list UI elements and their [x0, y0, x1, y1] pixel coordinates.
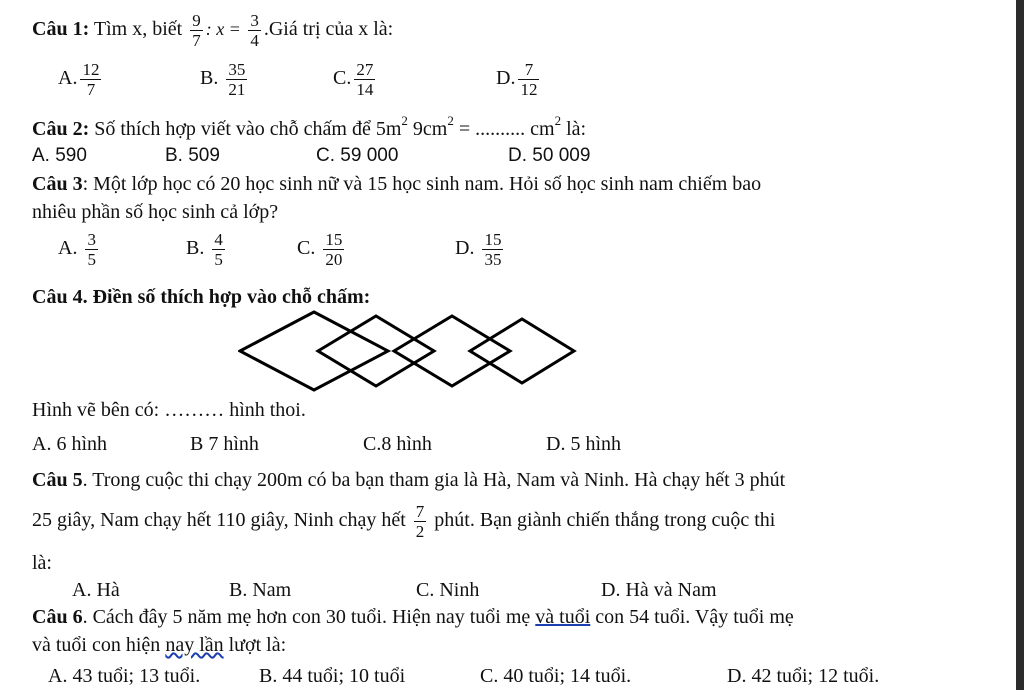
q6-line-2: và tuổi con hiện nay lần lượt là:: [32, 634, 287, 656]
q2-option-a: A. 590: [32, 145, 87, 166]
window-edge: [1016, 0, 1024, 690]
q5-label: Câu 5: [32, 469, 83, 491]
q5-fraction: [414, 502, 427, 541]
question-6: [32, 605, 794, 629]
q5-option-a: A. Hà: [72, 579, 120, 601]
option-letter: C.: [333, 67, 352, 90]
question-5: [32, 468, 785, 492]
q1-f1-num: 9: [192, 11, 201, 30]
option-den: 21: [228, 80, 246, 99]
q4-option-c: C.8 hình: [363, 433, 432, 455]
rhombus-figure: [238, 309, 578, 393]
option-letter: A.: [58, 237, 78, 260]
option-num: 27: [356, 60, 374, 79]
q2-label: Câu 2:: [32, 118, 90, 140]
q3-line-1: : Một lớp học có 20 học sinh nữ và 15 học sinh nam. Hỏi số học sinh nam chiếm bao: [82, 173, 762, 195]
option-num: 3: [87, 230, 96, 249]
option-num: 35: [228, 60, 246, 79]
q6-label: Câu 6: [32, 606, 83, 628]
q2-option-b: B. 509: [165, 145, 220, 166]
q6-line-1-underlined: và tuổi: [535, 606, 591, 628]
q2-tail: là:: [561, 118, 587, 140]
q3-line-2: nhiêu phần số học sinh cả lớp?: [32, 201, 279, 223]
option-den: 5: [214, 250, 223, 269]
q1-f2-num: 3: [250, 11, 259, 30]
q1-option-c: [333, 60, 378, 99]
q1-option-d: [496, 60, 542, 99]
option-den: 35: [484, 250, 502, 269]
question-1: [32, 11, 393, 50]
option-den: 12: [520, 80, 538, 99]
q2-m2: 9cm: [407, 118, 448, 140]
rhombus-4: [470, 319, 574, 383]
option-den: 7: [80, 79, 101, 99]
q2-m1: 5m: [375, 118, 402, 140]
q3-option-c: [297, 230, 347, 269]
q2-exp-1: 2: [401, 113, 408, 129]
option-letter: C.: [297, 237, 316, 260]
q1-option-b: [200, 60, 250, 99]
option-den: 14: [356, 80, 374, 99]
q5-frac-den: 2: [415, 522, 425, 541]
q6-option-a: A. 43 tuổi; 13 tuổi.: [48, 665, 201, 687]
q2-text: Số thích hợp viết vào chỗ chấm để: [89, 118, 376, 140]
q5-line-3: là:: [32, 552, 52, 574]
q3-option-a: [58, 230, 101, 269]
q6-line-1a: . Cách đây 5 năm mẹ hơn con 30 tuổi. Hiện nay tuổi mẹ: [82, 606, 536, 628]
q1-text-mid: : x =: [205, 19, 246, 40]
q3-option-d: [455, 230, 506, 269]
question-3: [32, 172, 761, 196]
q1-f1-den: 7: [192, 31, 201, 50]
option-num: 15: [325, 230, 343, 249]
q6-line-1b: con 54 tuổi. Vậy tuổi mẹ: [590, 606, 794, 628]
q5-option-b: B. Nam: [229, 579, 292, 601]
q6-option-b: B. 44 tuổi; 10 tuổi: [259, 665, 406, 687]
q5-frac-num: 7: [415, 502, 425, 521]
option-den: 5: [87, 250, 96, 269]
q1-option-a: [58, 60, 104, 99]
option-letter: A.: [58, 67, 78, 90]
option-letter: B.: [200, 67, 219, 90]
q4-option-a: A. 6 hình: [32, 433, 107, 455]
option-num: 4: [214, 230, 223, 249]
q6-option-d: D. 42 tuổi; 12 tuổi.: [727, 665, 880, 687]
rhombus-3: [394, 316, 510, 386]
q2-option-c: C. 59 000: [316, 145, 399, 166]
option-den: 20: [325, 250, 343, 269]
option-letter: D.: [455, 237, 475, 260]
question-2: [32, 113, 587, 141]
q5-line-2b: phút. Bạn giành chiến thắng trong cuộc thi: [429, 509, 776, 532]
q1-fraction-2: [248, 11, 261, 50]
q2-option-d: D. 50 009: [508, 145, 591, 166]
rhombus-2: [318, 316, 434, 386]
q4-label: Câu 4.: [32, 286, 88, 308]
q5-line-2a: 25 giây, Nam chạy hết 110 giây, Ninh chạy hết: [32, 509, 411, 532]
q3-option-b: [186, 230, 228, 269]
option-letter: D.: [496, 67, 516, 90]
q2-exp-3: 2: [554, 113, 562, 129]
q4-text: Điền số thích hợp vào chỗ chấm:: [87, 286, 371, 308]
option-letter: B.: [186, 237, 205, 260]
q1-fraction-1: [190, 11, 203, 50]
q5-option-c: C. Ninh: [416, 579, 480, 601]
q4-option-d: D. 5 hình: [546, 433, 621, 455]
option-num: 7: [524, 60, 534, 79]
q5-line-1: . Trong cuộc thi chạy 200m có ba bạn tham gia là Hà, Nam và Ninh. Hà chạy hết 3 phút: [82, 469, 786, 491]
q1-f2-den: 4: [250, 31, 259, 50]
question-4: [32, 285, 370, 309]
q1-text-pre: Tìm x, biết: [89, 18, 188, 41]
q4-option-b: B 7 hình: [190, 433, 259, 455]
q2-exp-2: 2: [447, 113, 454, 129]
option-num: 15: [484, 230, 502, 249]
q5-option-d: D. Hà và Nam: [601, 579, 717, 601]
q1-label: Câu 1:: [32, 18, 90, 41]
option-num: 12: [82, 60, 100, 79]
q5-line-2: [32, 502, 775, 541]
q2-eq: = .......... cm: [453, 118, 555, 140]
q4-figure-text: Hình vẽ bên có: ……… hình thoi.: [32, 399, 306, 421]
q1-text-post: .Giá trị của x là:: [263, 18, 394, 41]
q3-label: Câu 3: [32, 173, 83, 195]
q6-option-c: C. 40 tuổi; 14 tuổi.: [480, 665, 632, 687]
